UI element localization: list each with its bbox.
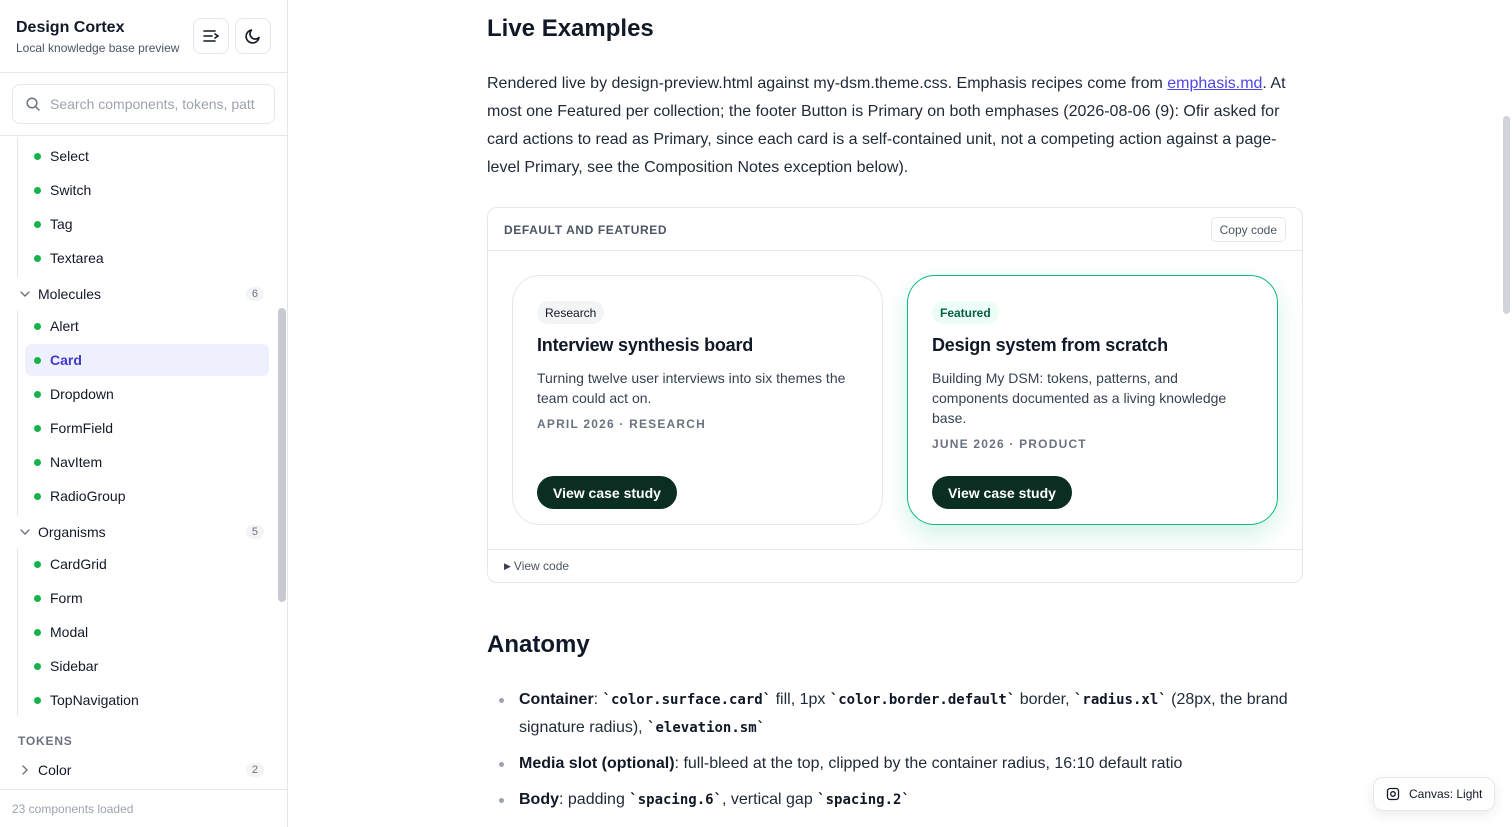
sidebar-item-label: Select [50, 148, 89, 164]
status-dot [34, 629, 41, 636]
view-code-label: View code [513, 559, 570, 573]
item-text: : padding [559, 791, 630, 808]
status-dot [34, 255, 41, 262]
status-dot [34, 425, 41, 432]
sidebar-item-formfield[interactable] [25, 412, 269, 444]
token-code: `radius.xl` [1073, 692, 1167, 708]
group-label: Organisms [38, 524, 106, 540]
item-text: : full-bleed at the top, clipped by the container radius, 16:10 default ratio [674, 755, 1183, 772]
canvas-icon [1386, 787, 1400, 801]
status-dot [34, 595, 41, 602]
sidebar-item-card[interactable] [25, 344, 269, 376]
token-code: `spacing.6` [629, 792, 722, 808]
token-code: `elevation.sm` [647, 720, 766, 736]
sidebar-item-label: CardGrid [50, 556, 107, 572]
status-dot [34, 493, 41, 500]
canvas-theme-toggle[interactable] [1373, 777, 1495, 811]
token-code: `color.border.default` [829, 692, 1016, 708]
sidebar-item-dropdown[interactable] [25, 378, 269, 410]
status-dot [34, 391, 41, 398]
list-item [487, 786, 1297, 814]
canvas-toggle-label: Canvas: Light [1409, 787, 1483, 801]
status-dot [34, 187, 41, 194]
menu-toggle-button[interactable] [193, 18, 229, 54]
item-text: border, [1015, 691, 1074, 708]
group-count-badge: 6 [246, 287, 264, 301]
view-code-toggle[interactable] [488, 549, 1302, 582]
view-case-study-button[interactable]: View case study [537, 476, 677, 509]
card-title: Design system from scratch [932, 335, 1168, 355]
sidebar-item-cardgrid[interactable] [25, 548, 269, 580]
status-dot [34, 697, 41, 704]
moon-icon [244, 27, 262, 45]
example-panel [487, 207, 1303, 583]
sidebar-item-label: Dropdown [50, 386, 114, 402]
sidebar-group-molecules[interactable] [18, 280, 264, 308]
tokens-section-label: TOKENS [18, 734, 73, 748]
sidebar-item-label: Textarea [50, 250, 104, 266]
list-item [487, 750, 1297, 778]
copy-code-button[interactable]: Copy code [1211, 217, 1286, 242]
card-tag: Featured [932, 301, 999, 324]
item-text: (28px, the brand signature radius), [519, 691, 1288, 736]
card-description: Turning twelve user interviews into six themes the team could act on. [537, 370, 846, 406]
sidebar-item-label: NavItem [50, 454, 103, 470]
tree-guide-line [17, 137, 18, 277]
view-case-study-button[interactable]: View case study [932, 476, 1072, 509]
sidebar-item-select[interactable] [25, 140, 269, 172]
intro-text: . At most one Featured per collection; the footer Button is Primary on both emphases (2026-08-06 (9): Ofir asked for card actions to read as Primary, since each card is a self-contained unit, not a competing action against a page-level Primary, see the Composition Notes exception below). [487, 75, 1286, 176]
sidebar-item-alert[interactable] [25, 310, 269, 342]
sidebar-item-sidebar[interactable] [25, 650, 269, 682]
group-label: Molecules [38, 286, 102, 302]
sidebar-item-topnavigation[interactable] [25, 684, 269, 716]
anatomy-heading: Anatomy [487, 631, 590, 658]
disclosure-triangle-icon: ▶ [504, 560, 511, 571]
sidebar-item-label: RadioGroup [50, 488, 126, 504]
search-input[interactable] [50, 96, 255, 112]
sidebar-item-form[interactable] [25, 582, 269, 614]
card-title: Interview synthesis board [537, 335, 754, 355]
page-scrollbar[interactable] [1503, 116, 1510, 314]
item-label: Body [519, 791, 559, 808]
item-text: : [593, 691, 603, 708]
live-examples-heading: Live Examples [487, 15, 654, 42]
item-text: fill, 1px [771, 691, 830, 708]
sidebar-group-organisms[interactable] [18, 518, 264, 546]
sidebar-item-navitem[interactable] [25, 446, 269, 478]
item-text: , vertical gap [722, 791, 818, 808]
sidebar-item-label: TopNavigation [50, 692, 139, 708]
group-count-badge: 5 [246, 525, 264, 539]
anatomy-list [487, 686, 1297, 822]
card-tag: Research [537, 301, 604, 324]
menu-toggle-icon [202, 27, 220, 45]
sidebar-search-area [0, 73, 287, 136]
item-label: Container [519, 691, 594, 708]
chevron-down-icon [18, 287, 32, 301]
token-code: `color.surface.card` [602, 692, 772, 708]
sidebar-item-label: Alert [50, 318, 79, 334]
sidebar-item-tag[interactable] [25, 208, 269, 240]
status-dot [34, 561, 41, 568]
tree-guide-line [17, 548, 18, 716]
brand-title: Design Cortex [16, 19, 125, 36]
search-icon [25, 96, 41, 112]
chevron-down-icon [18, 525, 32, 539]
status-dot [34, 323, 41, 330]
example-title: DEFAULT AND FEATURED [504, 223, 668, 237]
card-featured [907, 275, 1278, 525]
token-code: `spacing.2` [817, 792, 910, 808]
sidebar-item-label: Tag [50, 216, 73, 232]
sidebar-item-label: Modal [50, 624, 89, 640]
card-meta: APRIL 2026 · RESEARCH [537, 417, 707, 431]
sidebar-item-label: Form [50, 590, 83, 606]
sidebar-item-modal[interactable] [25, 616, 269, 648]
sidebar-scrollbar[interactable] [278, 308, 286, 602]
sidebar-item-label: FormField [50, 420, 114, 436]
status-dot [34, 663, 41, 670]
status-dot [34, 459, 41, 466]
brand-subtitle: Local knowledge base preview [16, 41, 180, 55]
status-dot [34, 221, 41, 228]
status-dot [34, 357, 41, 364]
sidebar [0, 0, 288, 827]
sidebar-item-radiogroup[interactable] [25, 480, 269, 512]
sidebar-item-switch[interactable] [25, 174, 269, 206]
sidebar-header [0, 0, 287, 73]
emphasis-link[interactable]: emphasis.md [1167, 75, 1263, 92]
group-label: Color [38, 762, 72, 778]
sidebar-group-color[interactable] [18, 756, 264, 784]
sidebar-footer: 23 components loaded [0, 789, 288, 827]
sidebar-item-label: Card [50, 352, 82, 368]
chevron-right-icon [18, 763, 32, 777]
theme-toggle-button[interactable] [235, 18, 271, 54]
intro-paragraph [487, 70, 1292, 182]
tree-guide-line [17, 310, 18, 516]
intro-text: Rendered live by design-preview.html against my-dsm.theme.css. Emphasis recipes come from [487, 75, 1168, 92]
sidebar-item-textarea[interactable] [25, 242, 269, 274]
card-meta: JUNE 2026 · PRODUCT [932, 437, 1087, 451]
card-default [512, 275, 883, 525]
search-box [12, 84, 275, 124]
sidebar-item-label: Sidebar [50, 658, 99, 674]
example-header [488, 208, 1302, 251]
group-count-badge: 2 [246, 763, 264, 777]
item-label: Media slot (optional) [519, 755, 675, 772]
sidebar-item-label: Switch [50, 182, 92, 198]
card-description: Building My DSM: tokens, patterns, and components documented as a living knowledge base. [932, 370, 1227, 426]
status-dot [34, 153, 41, 160]
list-item [487, 686, 1297, 742]
